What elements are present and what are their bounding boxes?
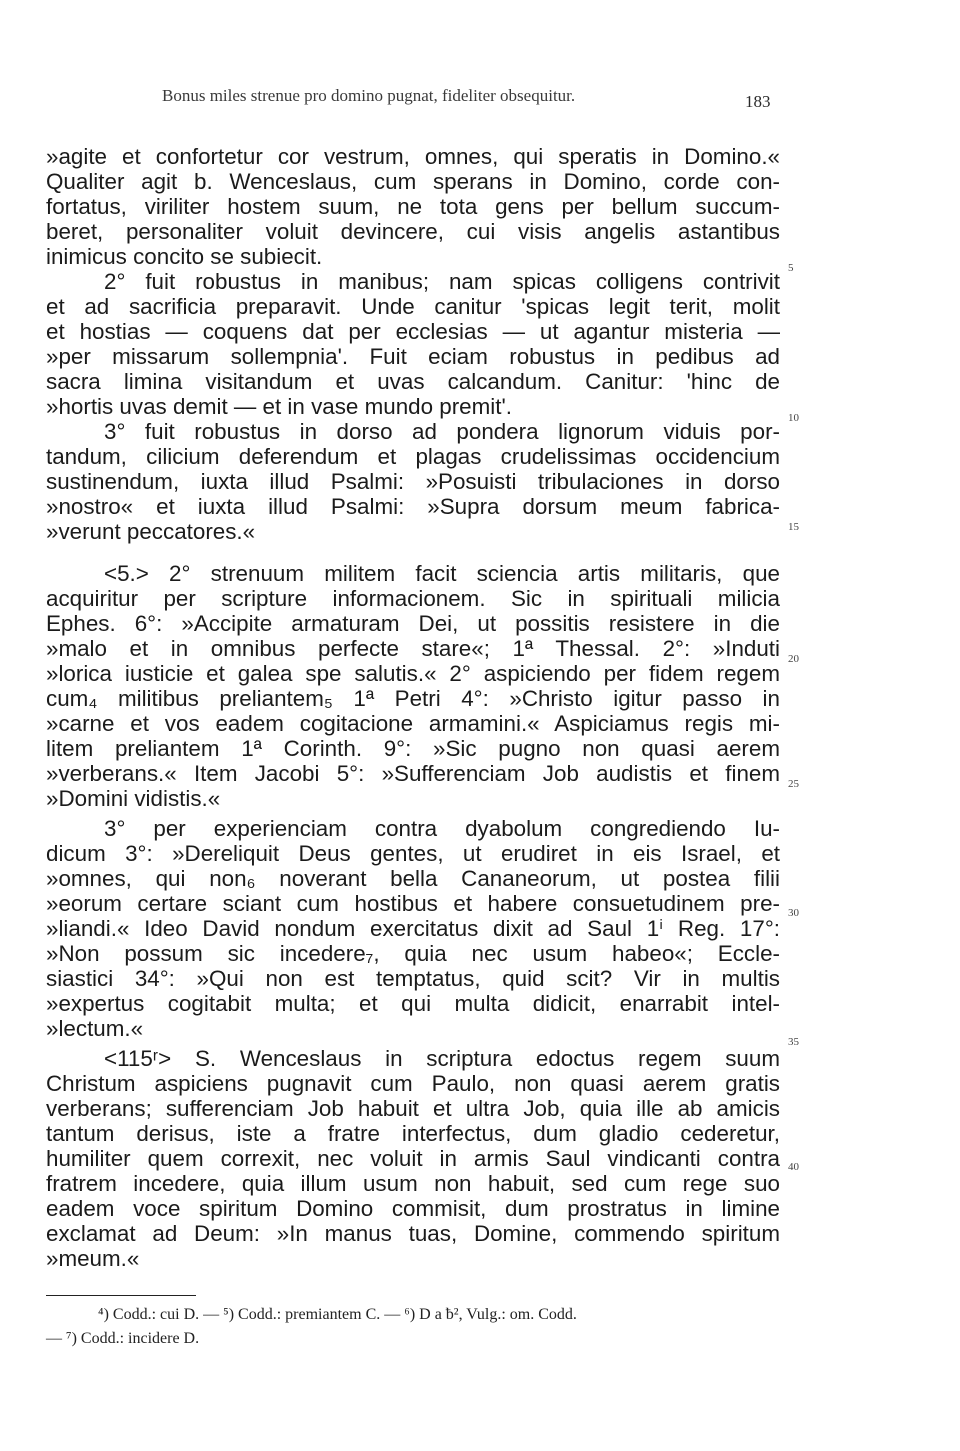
- page-number: 183: [745, 92, 771, 111]
- text-line: 3° per experienciam contra dyabolum congrediendo Iu-: [104, 816, 780, 841]
- text-line: 2° fuit robustus in manibus; nam spicas colligens contrivit: [104, 269, 780, 294]
- text-line: »Domini vidistis.«: [46, 786, 221, 811]
- text-line: litem preliantem 1ª Corinth. 9°: »Sic pugno non quasi aerem: [46, 736, 780, 761]
- text-line: »omnes, qui non₆ noverant bella Cananeorum, ut postea filii: [46, 866, 780, 891]
- text-line: fortatus, viriliter hostem suum, ne tota gens per bellum succum-: [46, 194, 780, 219]
- line-number: 35: [788, 1036, 799, 1048]
- text-line: humiliter quem correxit, nec voluit in armis Saul vindicanti contra: [46, 1146, 780, 1171]
- text-line: »expertus cogitabit multa; et qui multa didicit, enarrabit intel-: [46, 991, 780, 1016]
- footnote-line: — ⁷) Codd.: incidere D.: [46, 1330, 200, 1347]
- text-line: »malo et in omnibus perfecte stare«; 1ª Thessal. 2°: »Induti: [46, 636, 780, 661]
- text-line: acquiritur per scripture informacionem. Sic in spirituali milicia: [46, 586, 780, 611]
- text-line: 3° fuit robustus in dorso ad pondera lignorum viduis por-: [104, 419, 780, 444]
- text-line: et ad sacrificia preparavit. Unde canitur 'spicas legit terit, molit: [46, 294, 780, 319]
- text-line: <115ʳ> S. Wenceslaus in scriptura edoctus regem suum: [104, 1046, 780, 1071]
- text-line: fratrem incedere, quia illum usum non habuit, sed cum rege suo: [46, 1171, 780, 1196]
- text-line: verberans; sufferenciam Job habuit et ultra Job, quia ille ab amicis: [46, 1096, 780, 1121]
- page-header: [0, 86, 960, 110]
- line-number: 5: [788, 262, 794, 274]
- text-line: »lorica iusticie et galea spe salutis.« 2° aspiciendo per fidem regem: [46, 661, 780, 686]
- text-line: »carne et vos eadem cogitacione armamini.« Aspiciamus regis mi-: [46, 711, 780, 736]
- text-line: eadem voce spiritum Domino commisit, dum prostratus in limine: [46, 1196, 780, 1221]
- text-line: siastici 34°: »Qui non est temptatus, quid scit? Vir in multis: [46, 966, 780, 991]
- text-line: »Non possum sic incedere₇, quia nec usum habeo«; Eccle-: [46, 941, 780, 966]
- text-line: dicum 3°: »Dereliquit Deus gentes, ut erudiret in eis Israel, et: [46, 841, 780, 866]
- text-line: Qualiter agit b. Wenceslaus, cum sperans in Domino, corde con-: [46, 169, 780, 194]
- text-line: sacra limina visitandum et uvas calcandum. Canitur: 'hinc de: [46, 369, 780, 394]
- line-number: 30: [788, 907, 799, 919]
- text-line: »lectum.«: [46, 1016, 144, 1041]
- running-title: Bonus miles strenue pro domino pugnat, fideliter obsequitur.: [162, 86, 576, 105]
- line-number: 40: [788, 1161, 799, 1173]
- text-line: exclamat ad Deum: »In manus tuas, Domine, commendo spiritum: [46, 1221, 780, 1246]
- text-line: »verunt peccatores.«: [46, 519, 256, 544]
- text-line: inimicus concito se subiecit.: [46, 244, 323, 269]
- text-line: »agite et confortetur cor vestrum, omnes, qui speratis in Domino.«: [46, 144, 780, 169]
- text-line: cum₄ militibus preliantem₅ 1ª Petri 4°: »Christo igitur passo in: [46, 686, 780, 711]
- line-number: 25: [788, 778, 799, 790]
- text-line: et hostias — coquens dat per ecclesias — ut agantur misteria —: [46, 319, 780, 344]
- text-line: »hortis uvas demit — et in vase mundo premit'.: [46, 394, 512, 419]
- line-number: 10: [788, 412, 799, 424]
- text-line: sustinendum, iuxta illud Psalmi: »Posuisti tribulaciones in dorso: [46, 469, 780, 494]
- footnote-rule: [46, 1295, 196, 1296]
- line-number: 15: [788, 521, 799, 533]
- text-line: Ephes. 6°: »Accipite armaturam Dei, ut possitis resistere in die: [46, 611, 780, 636]
- text-line: »nostro« et iuxta illud Psalmi: »Supra dorsum meum fabrica-: [46, 494, 780, 519]
- text-line: <5.> 2° strenuum militem facit sciencia artis militaris, que: [104, 561, 780, 586]
- text-line: Christum aspiciens pugnavit cum Paulo, non quasi aerem gratis: [46, 1071, 780, 1096]
- line-number: 20: [788, 653, 799, 665]
- text-line: »eorum certare sciant cum hostibus et habere consuetudinem pre-: [46, 891, 780, 916]
- text-line: »per missarum sollempnia'. Fuit eciam robustus in pedibus ad: [46, 344, 780, 369]
- footnote-line: ⁴) Codd.: cui D. — ⁵) Codd.: premiantem C. — ⁶) D a ƀ², Vulg.: om. Codd.: [98, 1306, 577, 1323]
- text-line: »meum.«: [46, 1246, 140, 1271]
- text-line: beret, personaliter voluit devincere, cui visis angelis astantibus: [46, 219, 780, 244]
- text-line: tantum derisus, iste a fratre interfectus, dum gladio cederetur,: [46, 1121, 780, 1146]
- text-line: »liandi.« Ideo David nondum exercitatus dixit ad Saul 1ⁱ Reg. 17°:: [46, 916, 780, 941]
- text-line: tandum, cilicium deferendum et plagas crudelissimas occidencium: [46, 444, 780, 469]
- text-line: »verberans.« Item Jacobi 5°: »Sufferenciam Job audistis et finem: [46, 761, 780, 786]
